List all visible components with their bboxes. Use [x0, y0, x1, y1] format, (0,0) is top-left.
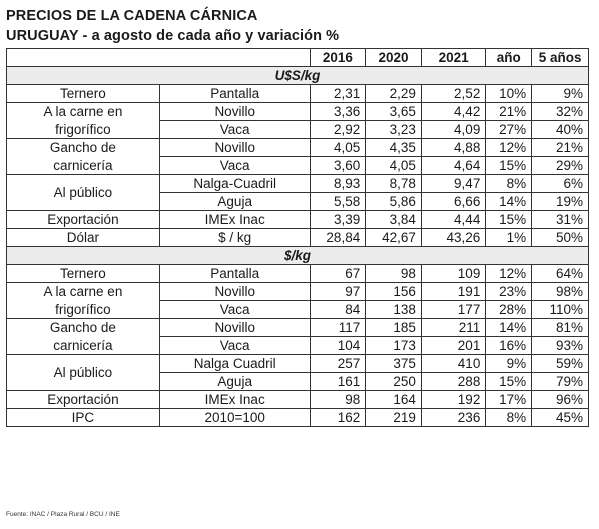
table-row: [7, 355, 589, 373]
cell-value: 15%: [486, 157, 532, 175]
row-label: A la carne en: [7, 103, 160, 121]
row-sublabel: Nalga Cuadril: [159, 355, 310, 373]
cell-value: 27%: [486, 121, 532, 139]
cell-value: 257: [310, 355, 366, 373]
row-sublabel: Aguja: [159, 373, 310, 391]
cell-value: 219: [366, 409, 422, 427]
cell-value: 79%: [532, 373, 589, 391]
row-sublabel: Vaca: [159, 301, 310, 319]
cell-value: 4,05: [366, 157, 422, 175]
cell-value: 2,31: [310, 85, 366, 103]
cell-value: 15%: [486, 373, 532, 391]
header-2016: 2016: [310, 49, 366, 67]
cell-value: 162: [310, 409, 366, 427]
cell-value: 250: [366, 373, 422, 391]
cell-value: 29%: [532, 157, 589, 175]
cell-value: 138: [366, 301, 422, 319]
table-row: [7, 337, 589, 355]
cell-value: 4,42: [421, 103, 485, 121]
row-sublabel: Vaca: [159, 157, 310, 175]
row-sublabel: IMEx Inac: [159, 391, 310, 409]
row-label: Gancho de: [7, 139, 160, 157]
cell-value: 67: [310, 265, 366, 283]
cell-value: 9%: [532, 85, 589, 103]
row-label: A la carne en: [7, 283, 160, 301]
cell-value: 3,65: [366, 103, 422, 121]
row-label: carnicería: [7, 337, 160, 355]
document-subtitle: URUGUAY - a agosto de cada año y variación %: [6, 28, 340, 44]
row-label: Al público: [7, 355, 160, 391]
row-label: Exportación: [7, 391, 160, 409]
table-row: [7, 121, 589, 139]
cell-value: 96%: [532, 391, 589, 409]
price-table: [6, 48, 589, 427]
row-label: carnicería: [7, 157, 160, 175]
cell-value: 45%: [532, 409, 589, 427]
section-row: [7, 247, 589, 265]
document-title: PRECIOS DE LA CADENA CÁRNICA: [6, 8, 258, 24]
row-sublabel: Pantalla: [159, 265, 310, 283]
cell-value: 8%: [486, 409, 532, 427]
cell-value: 8%: [486, 175, 532, 193]
cell-value: 31%: [532, 211, 589, 229]
header-blank: [7, 49, 160, 67]
cell-value: 211: [421, 319, 485, 337]
cell-value: 14%: [486, 193, 532, 211]
cell-value: 161: [310, 373, 366, 391]
row-sublabel: Novillo: [159, 283, 310, 301]
row-sublabel: Pantalla: [159, 85, 310, 103]
source-note: Fuente: INAC / Plaza Rural / BCU / INE: [6, 511, 120, 518]
cell-value: 4,35: [366, 139, 422, 157]
table-row: [7, 85, 589, 103]
row-sublabel: Vaca: [159, 337, 310, 355]
cell-value: 12%: [486, 265, 532, 283]
row-sublabel: Novillo: [159, 139, 310, 157]
table-header-row: [7, 49, 589, 67]
row-sublabel: Nalga-Cuadril: [159, 175, 310, 193]
cell-value: 19%: [532, 193, 589, 211]
cell-value: 375: [366, 355, 422, 373]
cell-value: 6%: [532, 175, 589, 193]
cell-value: 2,52: [421, 85, 485, 103]
row-sublabel: Novillo: [159, 103, 310, 121]
cell-value: 104: [310, 337, 366, 355]
table-row: [7, 283, 589, 301]
row-label: Gancho de: [7, 319, 160, 337]
row-sublabel: IMEx Inac: [159, 211, 310, 229]
cell-value: 173: [366, 337, 422, 355]
cell-value: 16%: [486, 337, 532, 355]
cell-value: 17%: [486, 391, 532, 409]
cell-value: 3,39: [310, 211, 366, 229]
cell-value: 4,64: [421, 157, 485, 175]
header-2020: 2020: [366, 49, 422, 67]
cell-value: 9%: [486, 355, 532, 373]
table-row: [7, 139, 589, 157]
cell-value: 2,29: [366, 85, 422, 103]
cell-value: 110%: [532, 301, 589, 319]
cell-value: 32%: [532, 103, 589, 121]
cell-value: 3,36: [310, 103, 366, 121]
cell-value: 98: [310, 391, 366, 409]
cell-value: 81%: [532, 319, 589, 337]
row-label: frigorífico: [7, 301, 160, 319]
table-row: [7, 301, 589, 319]
cell-value: 6,66: [421, 193, 485, 211]
cell-value: 3,60: [310, 157, 366, 175]
table-row: [7, 319, 589, 337]
cell-value: 28,84: [310, 229, 366, 247]
cell-value: 21%: [532, 139, 589, 157]
cell-value: 93%: [532, 337, 589, 355]
cell-value: 42,67: [366, 229, 422, 247]
cell-value: 84: [310, 301, 366, 319]
row-sublabel: Novillo: [159, 319, 310, 337]
cell-value: 9,47: [421, 175, 485, 193]
section-row: [7, 67, 589, 85]
cell-value: 288: [421, 373, 485, 391]
cell-value: 109: [421, 265, 485, 283]
cell-value: 10%: [486, 85, 532, 103]
cell-value: 23%: [486, 283, 532, 301]
cell-value: 164: [366, 391, 422, 409]
table-row: [7, 211, 589, 229]
cell-value: 4,09: [421, 121, 485, 139]
table-row: [7, 265, 589, 283]
row-label: Al público: [7, 175, 160, 211]
table-row: [7, 175, 589, 193]
cell-value: 43,26: [421, 229, 485, 247]
table-row: [7, 391, 589, 409]
cell-value: 156: [366, 283, 422, 301]
section-pesos-label: $/kg: [7, 247, 589, 265]
cell-value: 410: [421, 355, 485, 373]
table-row: [7, 157, 589, 175]
cell-value: 98: [366, 265, 422, 283]
header-blank: [159, 49, 310, 67]
cell-value: 15%: [486, 211, 532, 229]
section-usd-label: U$S/kg: [7, 67, 589, 85]
header-5-anios: 5 años: [532, 49, 589, 67]
cell-value: 14%: [486, 319, 532, 337]
row-label: IPC: [7, 409, 160, 427]
cell-value: 3,23: [366, 121, 422, 139]
row-label: Exportación: [7, 211, 160, 229]
cell-value: 64%: [532, 265, 589, 283]
cell-value: 8,78: [366, 175, 422, 193]
cell-value: 59%: [532, 355, 589, 373]
table-row: [7, 229, 589, 247]
cell-value: 177: [421, 301, 485, 319]
cell-value: 28%: [486, 301, 532, 319]
cell-value: 3,84: [366, 211, 422, 229]
header-anio: año: [486, 49, 532, 67]
cell-value: 97: [310, 283, 366, 301]
cell-value: 5,86: [366, 193, 422, 211]
row-label: Ternero: [7, 265, 160, 283]
cell-value: 98%: [532, 283, 589, 301]
table-row: [7, 103, 589, 121]
row-label: frigorífico: [7, 121, 160, 139]
cell-value: 4,44: [421, 211, 485, 229]
cell-value: 185: [366, 319, 422, 337]
cell-value: 1%: [486, 229, 532, 247]
cell-value: 2,92: [310, 121, 366, 139]
cell-value: 5,58: [310, 193, 366, 211]
row-label: Ternero: [7, 85, 160, 103]
table-row: [7, 409, 589, 427]
cell-value: 201: [421, 337, 485, 355]
cell-value: 21%: [486, 103, 532, 121]
header-2021: 2021: [421, 49, 485, 67]
cell-value: 236: [421, 409, 485, 427]
cell-value: 12%: [486, 139, 532, 157]
cell-value: 40%: [532, 121, 589, 139]
cell-value: 50%: [532, 229, 589, 247]
row-sublabel: Aguja: [159, 193, 310, 211]
row-label: Dólar: [7, 229, 160, 247]
cell-value: 192: [421, 391, 485, 409]
row-sublabel: 2010=100: [159, 409, 310, 427]
cell-value: 8,93: [310, 175, 366, 193]
cell-value: 191: [421, 283, 485, 301]
row-sublabel: Vaca: [159, 121, 310, 139]
cell-value: 4,88: [421, 139, 485, 157]
cell-value: 117: [310, 319, 366, 337]
cell-value: 4,05: [310, 139, 366, 157]
row-sublabel: $ / kg: [159, 229, 310, 247]
